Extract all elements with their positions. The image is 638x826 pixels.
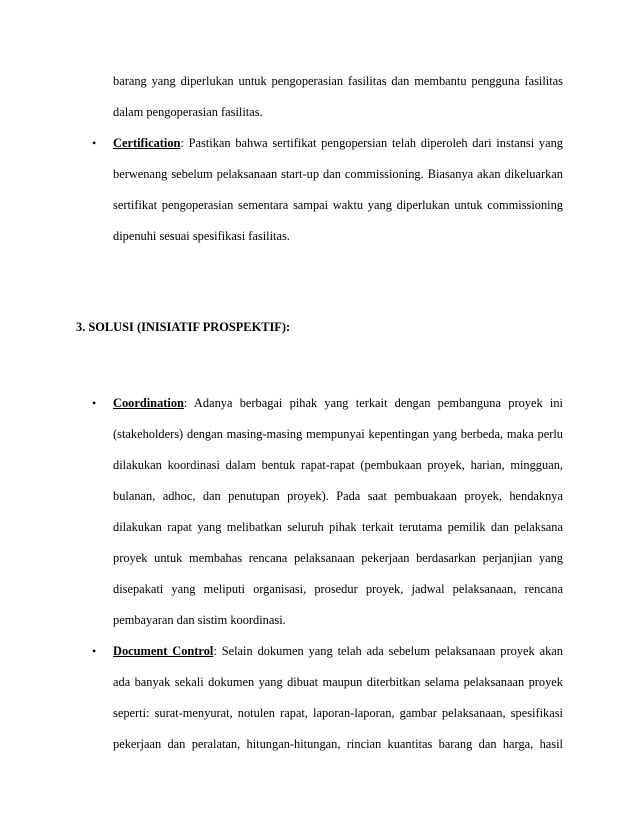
paragraph-line: dilakukan koordinasi dalam bentuk rapat-rapat (pembukaan proyek, harian, mingguan, <box>113 458 563 472</box>
paragraph-line: bulanan, adhoc, dan penutupan proyek). Pada saat pembuakaan proyek, hendaknya <box>113 489 563 503</box>
paragraph-line: (stakeholders) dengan masing-masing mempunyai kepentingan yang berbeda, maka perlu <box>113 427 563 441</box>
bullet-icon: • <box>92 396 97 410</box>
certification-paragraph-first-line <box>113 135 563 151</box>
coordination-term: Coordination <box>113 396 184 410</box>
certification-term: Certification <box>113 136 181 150</box>
document-control-term: Document Control <box>113 644 214 658</box>
paragraph-line: pembayaran dan sistim koordinasi. <box>113 613 286 627</box>
paragraph-line: berwenang sebelum pelaksanaan start-up dan commissioning. Biasanya akan dikeluarkan <box>113 167 563 181</box>
paragraph-line: proyek untuk membahas rencana pelaksanaan pekerjaan berdasarkan perjanjian yang <box>113 551 563 565</box>
paragraph-line: seperti: surat-menyurat, notulen rapat, laporan-laporan, gambar pelaksanaan, spesifikasi <box>113 706 563 720</box>
document-control-text: : Selain dokumen yang telah ada sebelum pelaksanaan proyek akan <box>213 644 563 658</box>
coordination-paragraph-first-line <box>113 395 563 411</box>
bullet-icon: • <box>92 644 97 658</box>
paragraph-line: dipenuhi sesuai spesifikasi fasilitas. <box>113 229 290 243</box>
coordination-text: : Adanya berbagai pihak yang terkait dengan pembanguna proyek ini <box>183 396 563 410</box>
paragraph-line: dilakukan rapat yang melibatkan seluruh pihak terkait terutama pemilik dan pelaksana <box>113 520 563 534</box>
bullet-icon: • <box>92 136 97 150</box>
paragraph-line: dalam pengoperasian fasilitas. <box>113 105 263 119</box>
document-control-paragraph-first-line <box>113 643 563 659</box>
paragraph-line: pekerjaan dan peralatan, hitungan-hitungan, rincian kuantitas barang dan harga, hasil <box>113 737 563 751</box>
section-heading: 3. SOLUSI (INISIATIF PROSPEKTIF): <box>76 320 291 334</box>
paragraph-line: disepakati yang meliputi organisasi, prosedur proyek, jadwal pelaksanaan, rencana <box>113 582 563 596</box>
paragraph-line: sertifikat pengoperasian sementara sampai waktu yang diperlukan untuk commissioning <box>113 198 563 212</box>
paragraph-line: ada banyak sekali dokumen yang dibuat maupun diterbitkan selama pelaksanaan proyek <box>113 675 563 689</box>
paragraph-line: barang yang diperlukan untuk pengoperasian fasilitas dan membantu pengguna fasilitas <box>113 74 563 88</box>
certification-text: : Pastikan bahwa sertifikat pengopersian telah diperoleh dari instansi yang <box>180 136 563 150</box>
